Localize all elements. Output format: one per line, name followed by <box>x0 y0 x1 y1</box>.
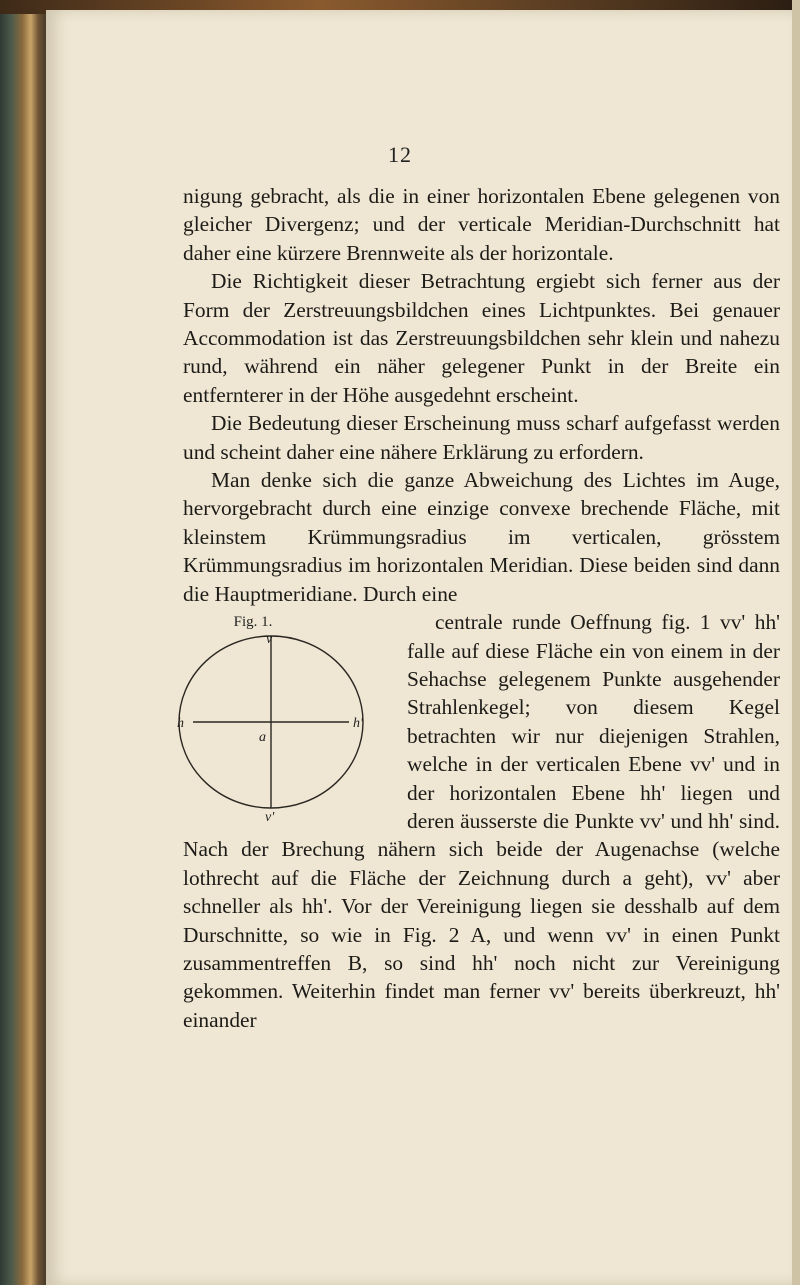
page-edge <box>792 0 800 1285</box>
label-v-prime: v' <box>265 810 275 826</box>
paragraph-4: Man denke sich die ganze Abweichung des Lichtes im Auge, hervorgebracht durch eine einzige convexe brechende Fläche, mit kleinstem Krümmungsradius im verticalen, grösstem Krümmungsradius im horizontalen Meridian. Diese beiden sind dann die Hauptmeridiane. Durch eine <box>183 468 780 606</box>
label-h-prime: h' <box>353 716 363 732</box>
label-h: h <box>177 716 184 732</box>
paragraph-2: Die Richtigkeit dieser Betrachtung ergiebt sich ferner aus der Form der Zerstreuungsbildchen eines Lichtpunktes. Bei genauer Accommodation ist das Zerstreuungsbildchen sehr klein und nahezu rund, während ein näher gelegener Punkt in der Breite ein entfernterer in der Höhe ausgedehnt erscheint. <box>183 269 780 407</box>
body-text <box>177 182 780 1034</box>
figure-caption: Fig. 1. <box>233 614 273 631</box>
paragraph-5: centrale runde Oeffnung fig. 1 vv' hh' falle auf diese Fläche ein von einem in der Sehachse gelegenem Punkte ausgehender Strahlenkegel; von diesem Kegel betrachten wir nur diejenigen Strahlen, welche in der verticalen Ebene vv' und in der horizontalen Ebene hh' liegen und deren äusserste die Punkte vv' und hh' sind. Nach der Brechung nähern sich beide der Augenachse (welche lothrecht auf die Fläche der Zeichnung durch a geht), vv' aber schneller als hh'. Vor der Vereinigung liegen sie desshalb auf dem Durschnitte, so wie in Fig. 2 A, und wenn vv' in einen Punkt zusammentreffen B, so sind hh' noch nicht zur Vereinigung gekommen. Weiterhin findet man ferner vv' bereits überkreuzt, hh' einander <box>183 610 780 1032</box>
label-a: a <box>259 730 266 746</box>
figure-1 <box>153 608 399 826</box>
paragraph-1: nigung gebracht, als die in einer horizontalen Ebene gelegenen von gleicher Divergenz; und der verticale Meridian-Durchschnitt hat daher eine kürzere Brennweite als der horizontale. <box>183 184 780 265</box>
page-number: 12 <box>388 142 412 167</box>
label-v: v <box>266 632 273 648</box>
paragraph-3: Die Bedeutung dieser Erscheinung muss scharf aufgefasst werden und scheint daher eine nähere Erklärung zu erfordern. <box>183 411 780 464</box>
